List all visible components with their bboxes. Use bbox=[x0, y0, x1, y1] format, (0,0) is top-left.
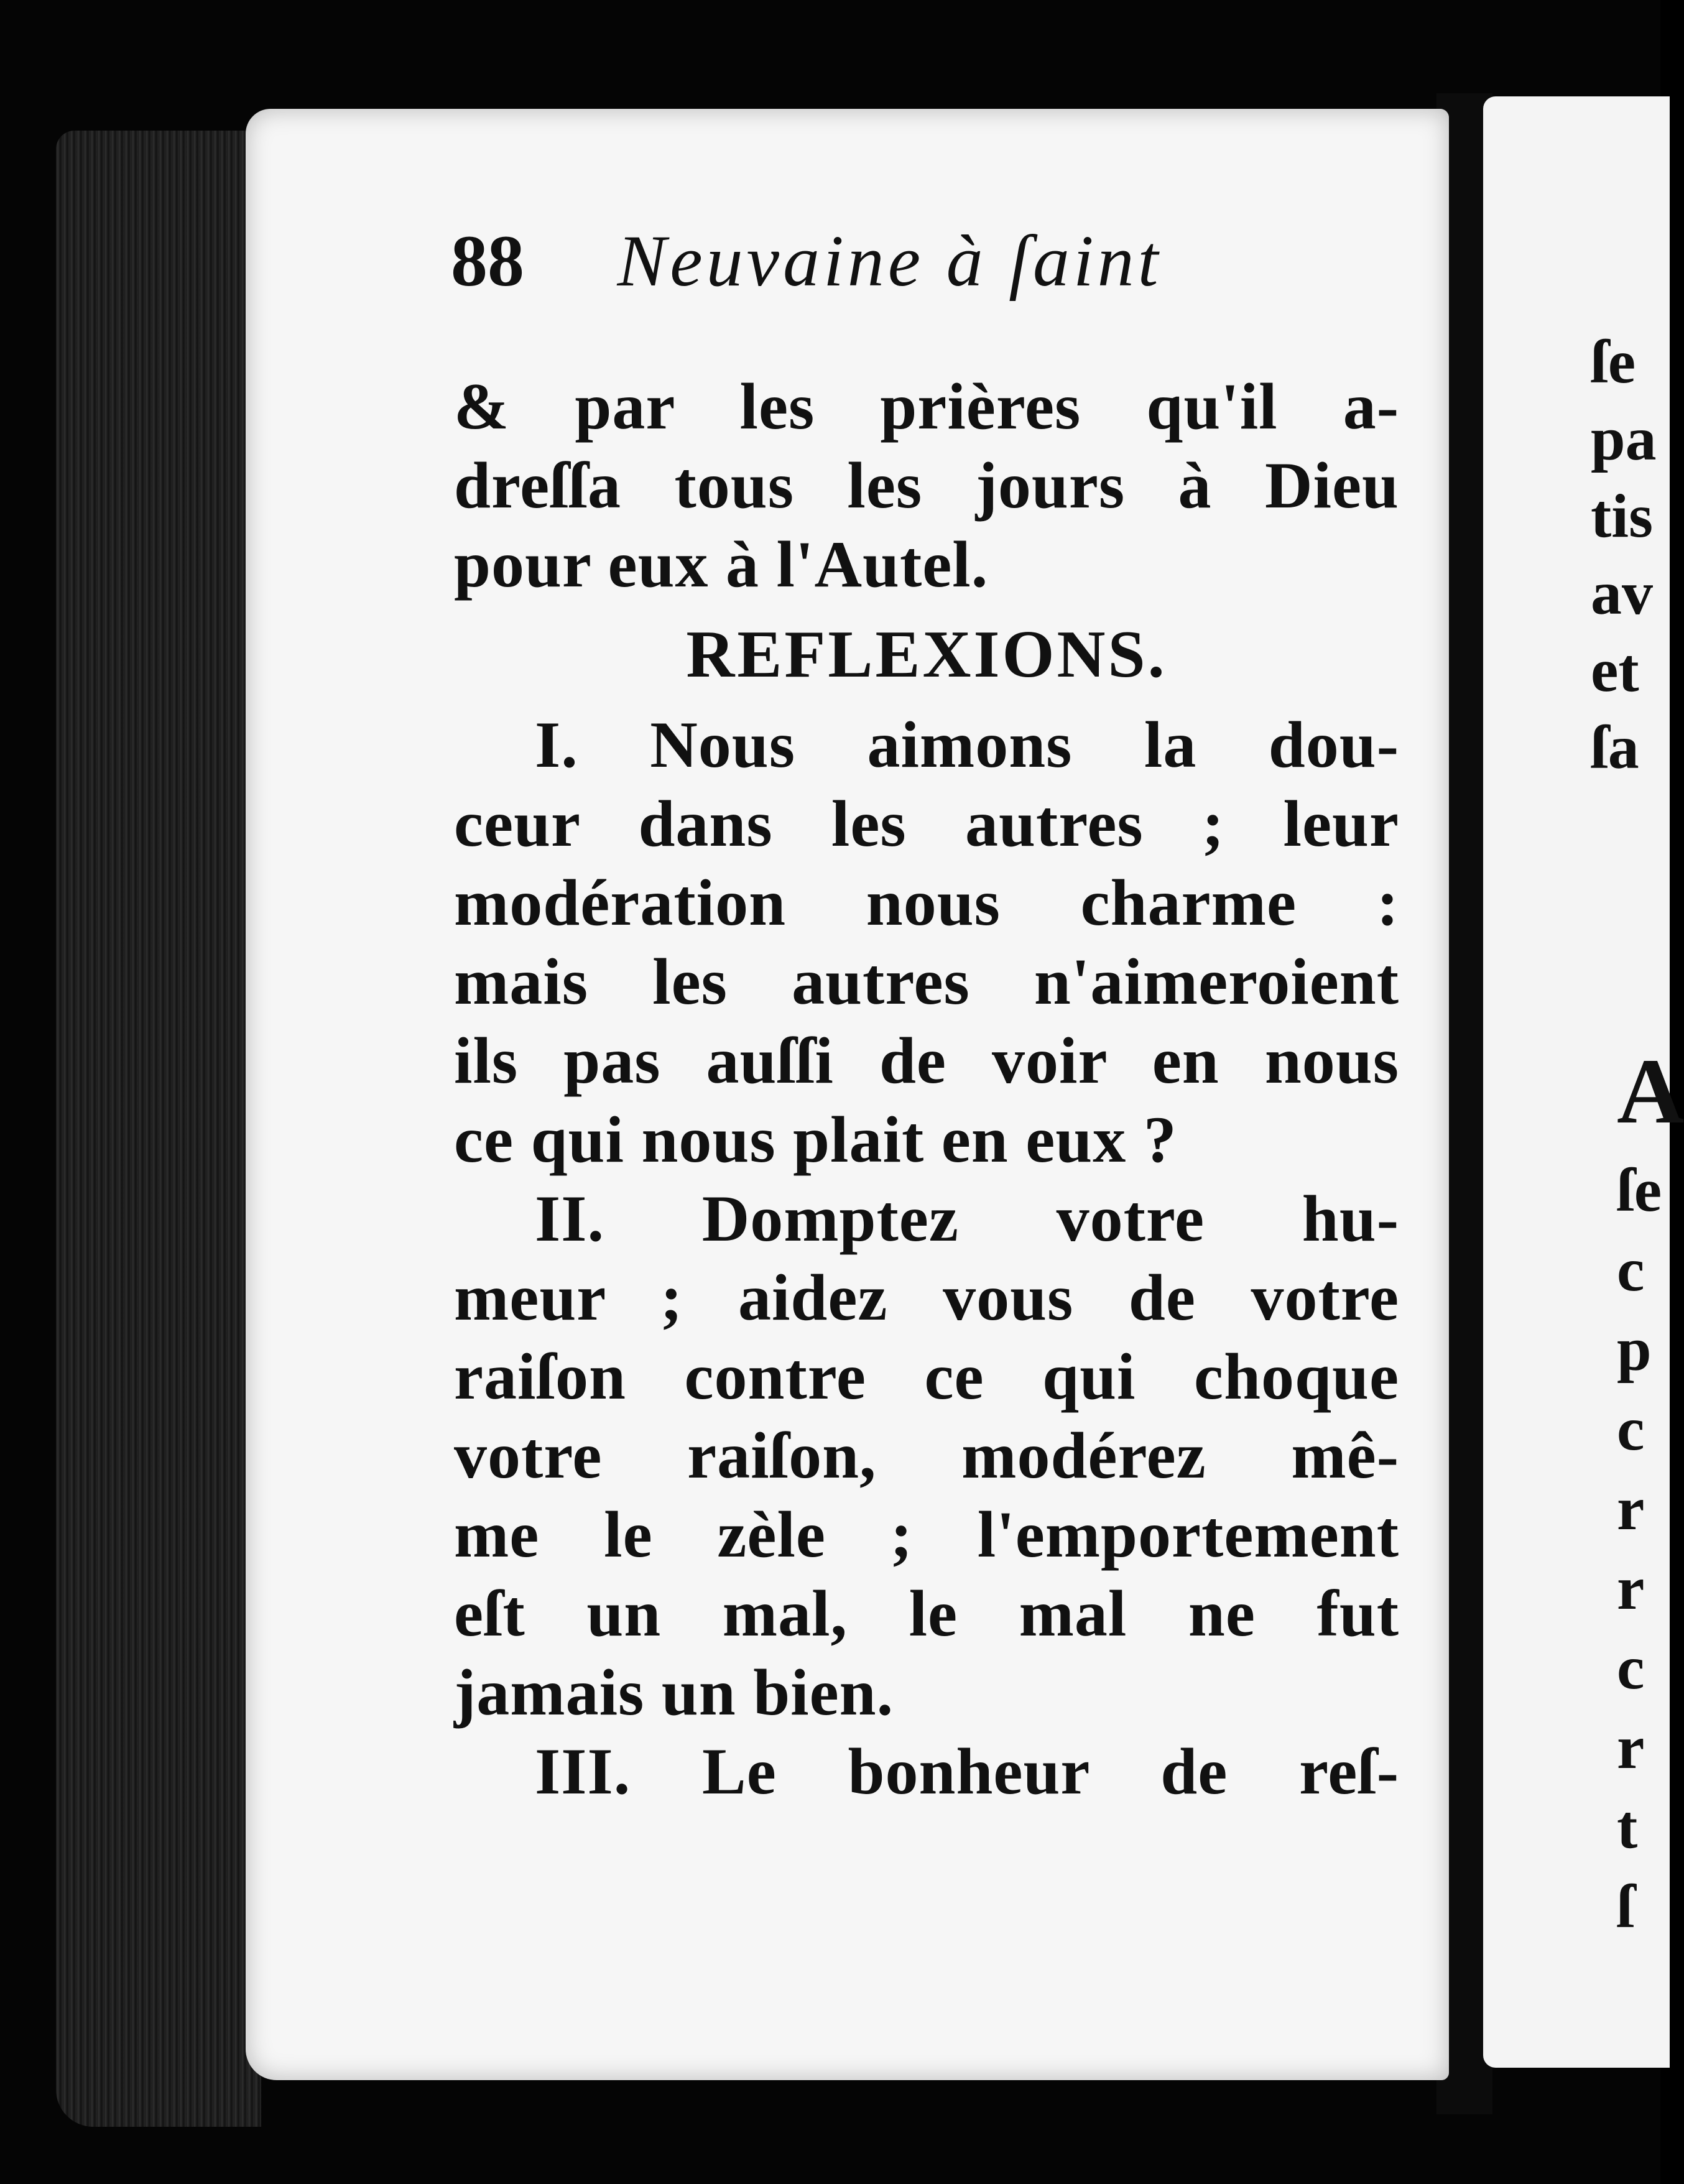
text-line: I. Nous aimons la dou- bbox=[535, 708, 1399, 781]
facing-text-fragment: ſe bbox=[1617, 1155, 1662, 1224]
facing-page-text-top bbox=[1591, 323, 1657, 786]
text-line: & par les prières qu'il a- bbox=[454, 370, 1399, 443]
text-line: ils pas auſſi de voir en nous bbox=[454, 1024, 1399, 1097]
facing-text-fragment: pa bbox=[1591, 404, 1657, 473]
book-edge bbox=[56, 131, 261, 2127]
facing-text-fragment: ſa bbox=[1591, 713, 1639, 782]
page-body-text bbox=[454, 367, 1399, 1811]
facing-text-fragment: p bbox=[1617, 1315, 1652, 1384]
text-line: ce qui nous plait en eux ? bbox=[454, 1103, 1177, 1176]
facing-text-fragment: et bbox=[1591, 636, 1639, 705]
text-line: mais les autres n'aimeroient bbox=[454, 945, 1399, 1018]
facing-text-fragment: c bbox=[1617, 1394, 1645, 1463]
facing-drop-capital: A bbox=[1617, 1040, 1684, 1143]
text-line: II. Domptez votre hu- bbox=[535, 1182, 1399, 1255]
facing-text-fragment: av bbox=[1591, 558, 1653, 627]
text-line: eſt un mal, le mal ne fut bbox=[454, 1577, 1399, 1650]
facing-text-fragment: ſ bbox=[1617, 1872, 1634, 1941]
text-line: raiſon contre ce qui choque bbox=[454, 1340, 1399, 1413]
facing-page-text-bottom bbox=[1617, 1040, 1684, 1946]
section-heading: REFLEXIONS. bbox=[686, 618, 1167, 692]
facing-text-fragment: t bbox=[1617, 1792, 1638, 1861]
page-header bbox=[451, 218, 1162, 305]
text-line: pour eux à l'Autel. bbox=[454, 528, 989, 601]
text-line: III. Le bonheur de reſ- bbox=[535, 1735, 1399, 1808]
facing-text-fragment: c bbox=[1617, 1633, 1645, 1702]
text-line: ceur dans les autres ; leur bbox=[454, 787, 1399, 860]
text-line: modération nous charme : bbox=[454, 866, 1399, 939]
facing-text-fragment: tis bbox=[1591, 481, 1653, 550]
facing-text-fragment: ſe bbox=[1591, 327, 1636, 396]
facing-text-fragment: r bbox=[1617, 1474, 1645, 1543]
text-line: dreſſa tous les jours à Dieu bbox=[454, 449, 1399, 522]
text-line: meur ; aidez vous de votre bbox=[454, 1261, 1399, 1334]
text-line: votre raiſon, modérez mê- bbox=[454, 1419, 1399, 1492]
text-line: jamais un bien. bbox=[454, 1656, 894, 1729]
facing-text-fragment: c bbox=[1617, 1235, 1645, 1304]
text-line: me le zèle ; l'emportement bbox=[454, 1498, 1399, 1571]
facing-text-fragment: r bbox=[1617, 1713, 1645, 1782]
running-title: Neuvaine à ſaint bbox=[617, 220, 1162, 302]
page-number: 88 bbox=[451, 220, 524, 302]
facing-text-fragment: r bbox=[1617, 1553, 1645, 1622]
